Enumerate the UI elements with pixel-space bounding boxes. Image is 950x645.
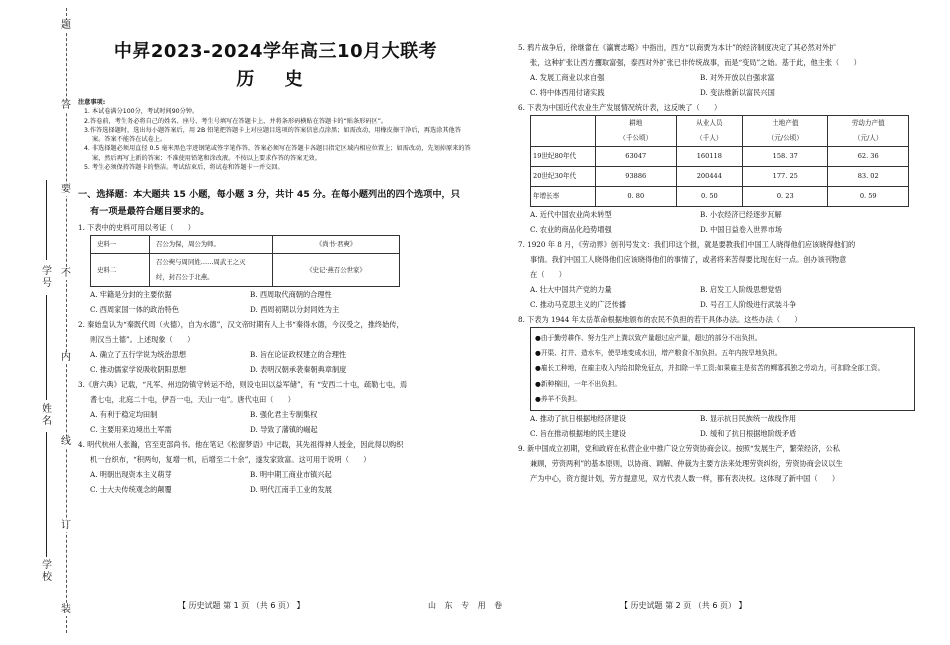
bullet-icon: ● [535,379,541,388]
notice-item: 1. 本试卷满分100分，考试时间90分钟。 [84,108,199,116]
option-b[interactable]: B. 显示抗日民族统一战线作用 [700,414,797,424]
option-b[interactable]: B. 小农经济已经逐步瓦解 [700,210,782,219]
bullet-icon: ● [535,364,541,373]
option-d[interactable]: D. 中国日益卷入世界市场 [700,225,782,234]
option-a[interactable]: A. 发展工商业以求自强 [530,73,605,82]
school-label: 学校 [42,560,52,583]
question-7 [518,237,918,312]
question-3 [78,377,473,437]
question-1 [78,220,473,317]
option-c[interactable]: C. 士大夫传统观念的颠覆 [90,485,172,495]
table-cell: 召公为保，周公为师。 [150,236,273,254]
question-stem: 机一台织布，“积两旬，复增一机，后增至二十余”，遂发家致富。这可用于说明（ ） [90,455,371,465]
header-line: （千人） [696,134,723,142]
options [518,207,918,237]
option-d[interactable]: D. 缓和了抗日根据地阶级矛盾 [700,429,797,439]
name-fill-line[interactable] [46,295,47,400]
table-cell: 《尚书·君奭》 [273,236,400,254]
table-cell [150,254,273,287]
footer-edition: 山 东 专 用 卷 [428,601,506,610]
question-stem: 3.《唐六典》记载，“凡军、州边防镇守转运不给，则设屯田以益军储”，有 “安西二十屯，疏勒七屯，焉 [78,380,408,390]
policy-text: 养羊不负担。 [540,394,581,403]
table-header [596,116,677,147]
option-d[interactable]: D. 明代江南手工业的发展 [250,485,332,495]
table-cell: 83. 02 [828,167,909,187]
table-cell: 20世纪30年代 [531,167,596,187]
header-line: （元/人） [853,134,883,142]
table-row [531,147,909,167]
option-d[interactable]: D. 号召工人阶级进行武装斗争 [700,300,797,309]
table-cell: 0. 59 [828,187,909,207]
policy-item [535,346,910,361]
footer-page-2: 【 历史试题 第 2 页 （共 6 页） 】 [620,601,747,610]
option-a[interactable]: A. 壮大中国共产党的力量 [530,285,612,294]
student-id-fill-line[interactable] [46,180,47,260]
option-a[interactable]: A. 推动了抗日根据地经济建设 [530,414,627,424]
binding-word: 线 [61,436,71,447]
header-line: （千公顷） [619,134,653,142]
header-line: 劳动力产值 [851,119,885,127]
option-c[interactable]: C. 推动儒家学说吸收阴阳思想 [90,365,187,375]
question-9 [518,441,918,486]
notice-item: 2.答卷前，考生务必将自己的姓名、座号、考生号填写在答题卡上，并将条形码横贴在答题卡的“贴条形码区”。 [84,117,388,125]
notice-item: 4. 非选择题必须用直径 0.5 毫米黑色字迹钢笔或签字笔作答，答案必须写在答题卡各题目指定区域内相应位置上；如需改动，先划掉原来的答案，然后再写上新的答案；不准使用铅笔和涂改液。不按以上要求作答的答案无效。 [84,145,471,162]
header-line: 土地产值 [772,119,799,127]
bullet-icon: ● [535,394,541,403]
options [78,347,473,377]
notice-item: 3.作答选择题时，选出每小题答案后，用 2B 铅笔把答题卡上对应题目选项的答案信息点涂黑；如需改动，用橡皮擦干净后，再选涂其他答案。答案不能答在试卷上。 [84,126,461,144]
options [518,282,918,312]
option-c[interactable]: C. 西周家国一体的政治特色 [90,305,179,315]
table-header [828,116,909,147]
policy-item [535,361,910,376]
header-line: （元/公顷） [767,134,803,142]
header-line: 耕地 [629,119,643,127]
question-stem: 6. 下表为中国近代农业生产发展情况统计表，这反映了（ ） [518,103,722,112]
school-fill-line[interactable] [46,432,47,557]
section-heading [78,186,473,220]
policy-text: 由于勤劳耕作、努力生产上粪以致产量超过应产量，超过的部分不出负担。 [540,334,762,342]
section-heading-line: 有一项是最符合题目要求的。 [90,206,210,218]
table-cell: 0. 80 [596,187,677,207]
question-stem: 张，这种扩张让西方攫取富强，泰西对外扩张已非传统战事，而是“变局”之始。基于此，他主张（ ） [530,58,861,67]
option-a[interactable]: A. 明朝出现资本主义萌芽 [90,470,172,480]
option-a[interactable]: A. 近代中国农业尚未转型 [530,210,612,219]
option-b[interactable]: B. 强化君主专制集权 [250,410,318,420]
binding-word: 内 [61,352,71,363]
question-6 [518,100,918,237]
question-stem: 5. 鸦片战争后，徐继畲在《瀛寰志略》中指出，西方“以商贾为本计”的经济制度决定了其必然对外扩 [518,43,837,52]
options [78,287,473,317]
question-4 [78,437,473,497]
option-c[interactable]: C. 主要用来边境出土军需 [90,425,172,435]
question-5 [518,40,918,100]
policy-item [535,377,910,392]
option-d[interactable]: D. 变法维新以富民兴国 [700,88,775,97]
exam-subject: 历 史 [236,69,315,90]
options [78,407,473,437]
footer-page-1: 【 历史试题 第 1 页 （共 6 页） 】 [178,601,305,610]
question-2 [78,317,473,377]
notice-item: 5. 考生必须保持答题卡的整洁。考试结束后，将试卷和答题卡一并交回。 [84,164,284,172]
question-stem: 兼顾，劳资两利”的基本原则，以协商、调解、仲裁为主要方法来处理劳资纠纷，劳资协商会议以生 [530,459,843,469]
option-b[interactable]: B. 启发工人阶级思想觉悟 [700,285,782,294]
policy-text: 开渠、打井、造水车，使旱地变成水田，增产粮食不加负担。五年内按旱地负担。 [540,349,782,358]
right-column [518,40,918,486]
source-table [90,235,400,287]
question-stem: 8. 下表为 1944 年太岳革命根据地颁布的农民不负担的若干具体办法。这些办法（ ） [518,315,802,324]
name-label: 姓名 [42,404,52,427]
table-cell: 史料二 [91,254,150,287]
cell-line: 纣，封召公于北燕。 [156,273,214,282]
left-column [78,40,473,497]
binding-word: 订 [61,520,71,531]
question-stem: 事情。我们中国工人晓得他们应该晓得他们的事情了，或者将来苦得要比现在好一点。创办该刊物意 [530,255,847,264]
table-header [743,116,828,147]
option-b[interactable]: B. 旨在论证政权建立的合理性 [250,350,347,360]
student-id-label: 学号 [42,266,52,289]
option-c[interactable]: C. 农业的商品化趋势增强 [530,225,612,234]
option-c[interactable]: C. 推动马克思主义的广泛传播 [530,300,627,309]
table-cell: 63047 [596,147,677,167]
question-stem: 则汉当土德”。上述现象（ ） [90,335,195,345]
option-c[interactable]: C. 将中体西用付诸实践 [530,88,605,97]
table-header [531,116,596,147]
section-heading-line: 一、选择题：本大题共 15 小题，每小题 3 分，共计 45 分。在每小题列出的四个选项中，只 [78,189,460,201]
option-a[interactable]: A. 确立了五行学说为统治思想 [90,350,187,360]
binding-word: 装 [61,604,71,615]
options [518,411,918,441]
question-stem: 耆七屯，北庭二十屯，伊吾一屯，天山一屯”。唐代屯田（ ） [90,395,295,405]
policy-text: 新种棉田，一年不出负担。 [540,379,622,388]
question-stem: 2. 秦始皇认为“秦既代周（火德），自为水德”，汉文帝时期有人上书“秦得水德，今汉受之，推终始传， [78,320,404,330]
question-stem: 1. 下表中的史料可用以考证（ ） [78,223,195,233]
bullet-icon: ● [535,349,541,358]
options [78,467,473,497]
notice-heading: 注意事项: [78,99,106,106]
table-cell: 200444 [676,167,743,187]
cell-line: 召公奭与周同姓……周武王之灭 [156,258,246,267]
option-d[interactable]: D. 表明汉朝承袭秦朝典章制度 [250,365,347,375]
table-cell: 62. 36 [828,147,909,167]
policy-item [535,331,910,346]
policy-text: 雇长工种地，在雇主收入内给扣除免征点，并扣除一半工资;如果雇主是贫苦的鳏寡孤独之劳动力，可扣除全部工资。 [540,364,885,373]
data-table [530,115,909,207]
question-stem: 在（ ） [530,270,566,279]
policy-item [535,392,910,407]
binding-word: 不 [61,268,71,279]
table-cell: 0. 23 [743,187,828,207]
notice-block [78,98,473,172]
options [518,70,918,100]
table-cell: 93886 [596,167,677,187]
table-cell: 史料一 [91,236,150,254]
option-a[interactable]: A. 牢籍是分封的主要依据 [90,290,172,300]
option-b[interactable]: B. 西周取代商朝的合理性 [250,290,332,300]
table-cell: 年增长率 [531,187,596,207]
table-cell: 《史记·燕召公世家》 [273,254,400,287]
table-cell: 158. 37 [743,147,828,167]
question-stem: 7. 1920 年 8 月，《劳动界》创刊号发文：我们印这个报，就是要教我们中国工人晓得他们应该晓得他们的 [518,240,856,249]
table-row [531,187,909,207]
question-stem: 9. 新中国成立初期，党和政府在私营企业中推广设立劳资协商会议。按照“发展生产，繁荣经济，公私 [518,444,840,454]
table-cell: 177. 25 [743,167,828,187]
binding-word: 要 [61,184,71,195]
table-cell: 0. 50 [676,187,743,207]
question-stem: 产为中心，资方提计划，劳方提意见，双方代表人数一样，都有表决权。这体现了新中国（ ） [530,474,840,484]
option-d[interactable]: D. 导致了藩镇的崛起 [250,425,318,435]
table-header-row [531,116,909,147]
table-header [676,116,743,147]
header-line: 从业人员 [696,119,723,127]
binding-word: 题 [61,20,71,31]
option-d[interactable]: D. 西周初期以分封同姓为主 [250,305,340,315]
exam-title: 中昇2023-2024学年高三10月大联考 [113,41,438,62]
table-cell: 160118 [676,147,743,167]
policy-box [530,327,915,411]
option-a[interactable]: A. 有利于稳定均田制 [90,410,158,420]
binding-word: 答 [61,100,71,111]
table-row [531,167,909,187]
option-b[interactable]: B. 明中期工商业市镇兴起 [250,470,332,480]
option-c[interactable]: C. 旨在推动根据地的民主建设 [530,429,627,439]
bullet-icon: ● [535,334,541,342]
question-stem: 4. 明代杭州人张瀚，官至吏部尚书。他在笔记《松窗梦语》中记载，其先祖得神人授金，因此得以购织 [78,440,404,450]
table-cell: 19世纪80年代 [531,147,596,167]
option-b[interactable]: B. 对外开放以自强求富 [700,73,775,82]
question-8 [518,312,918,441]
